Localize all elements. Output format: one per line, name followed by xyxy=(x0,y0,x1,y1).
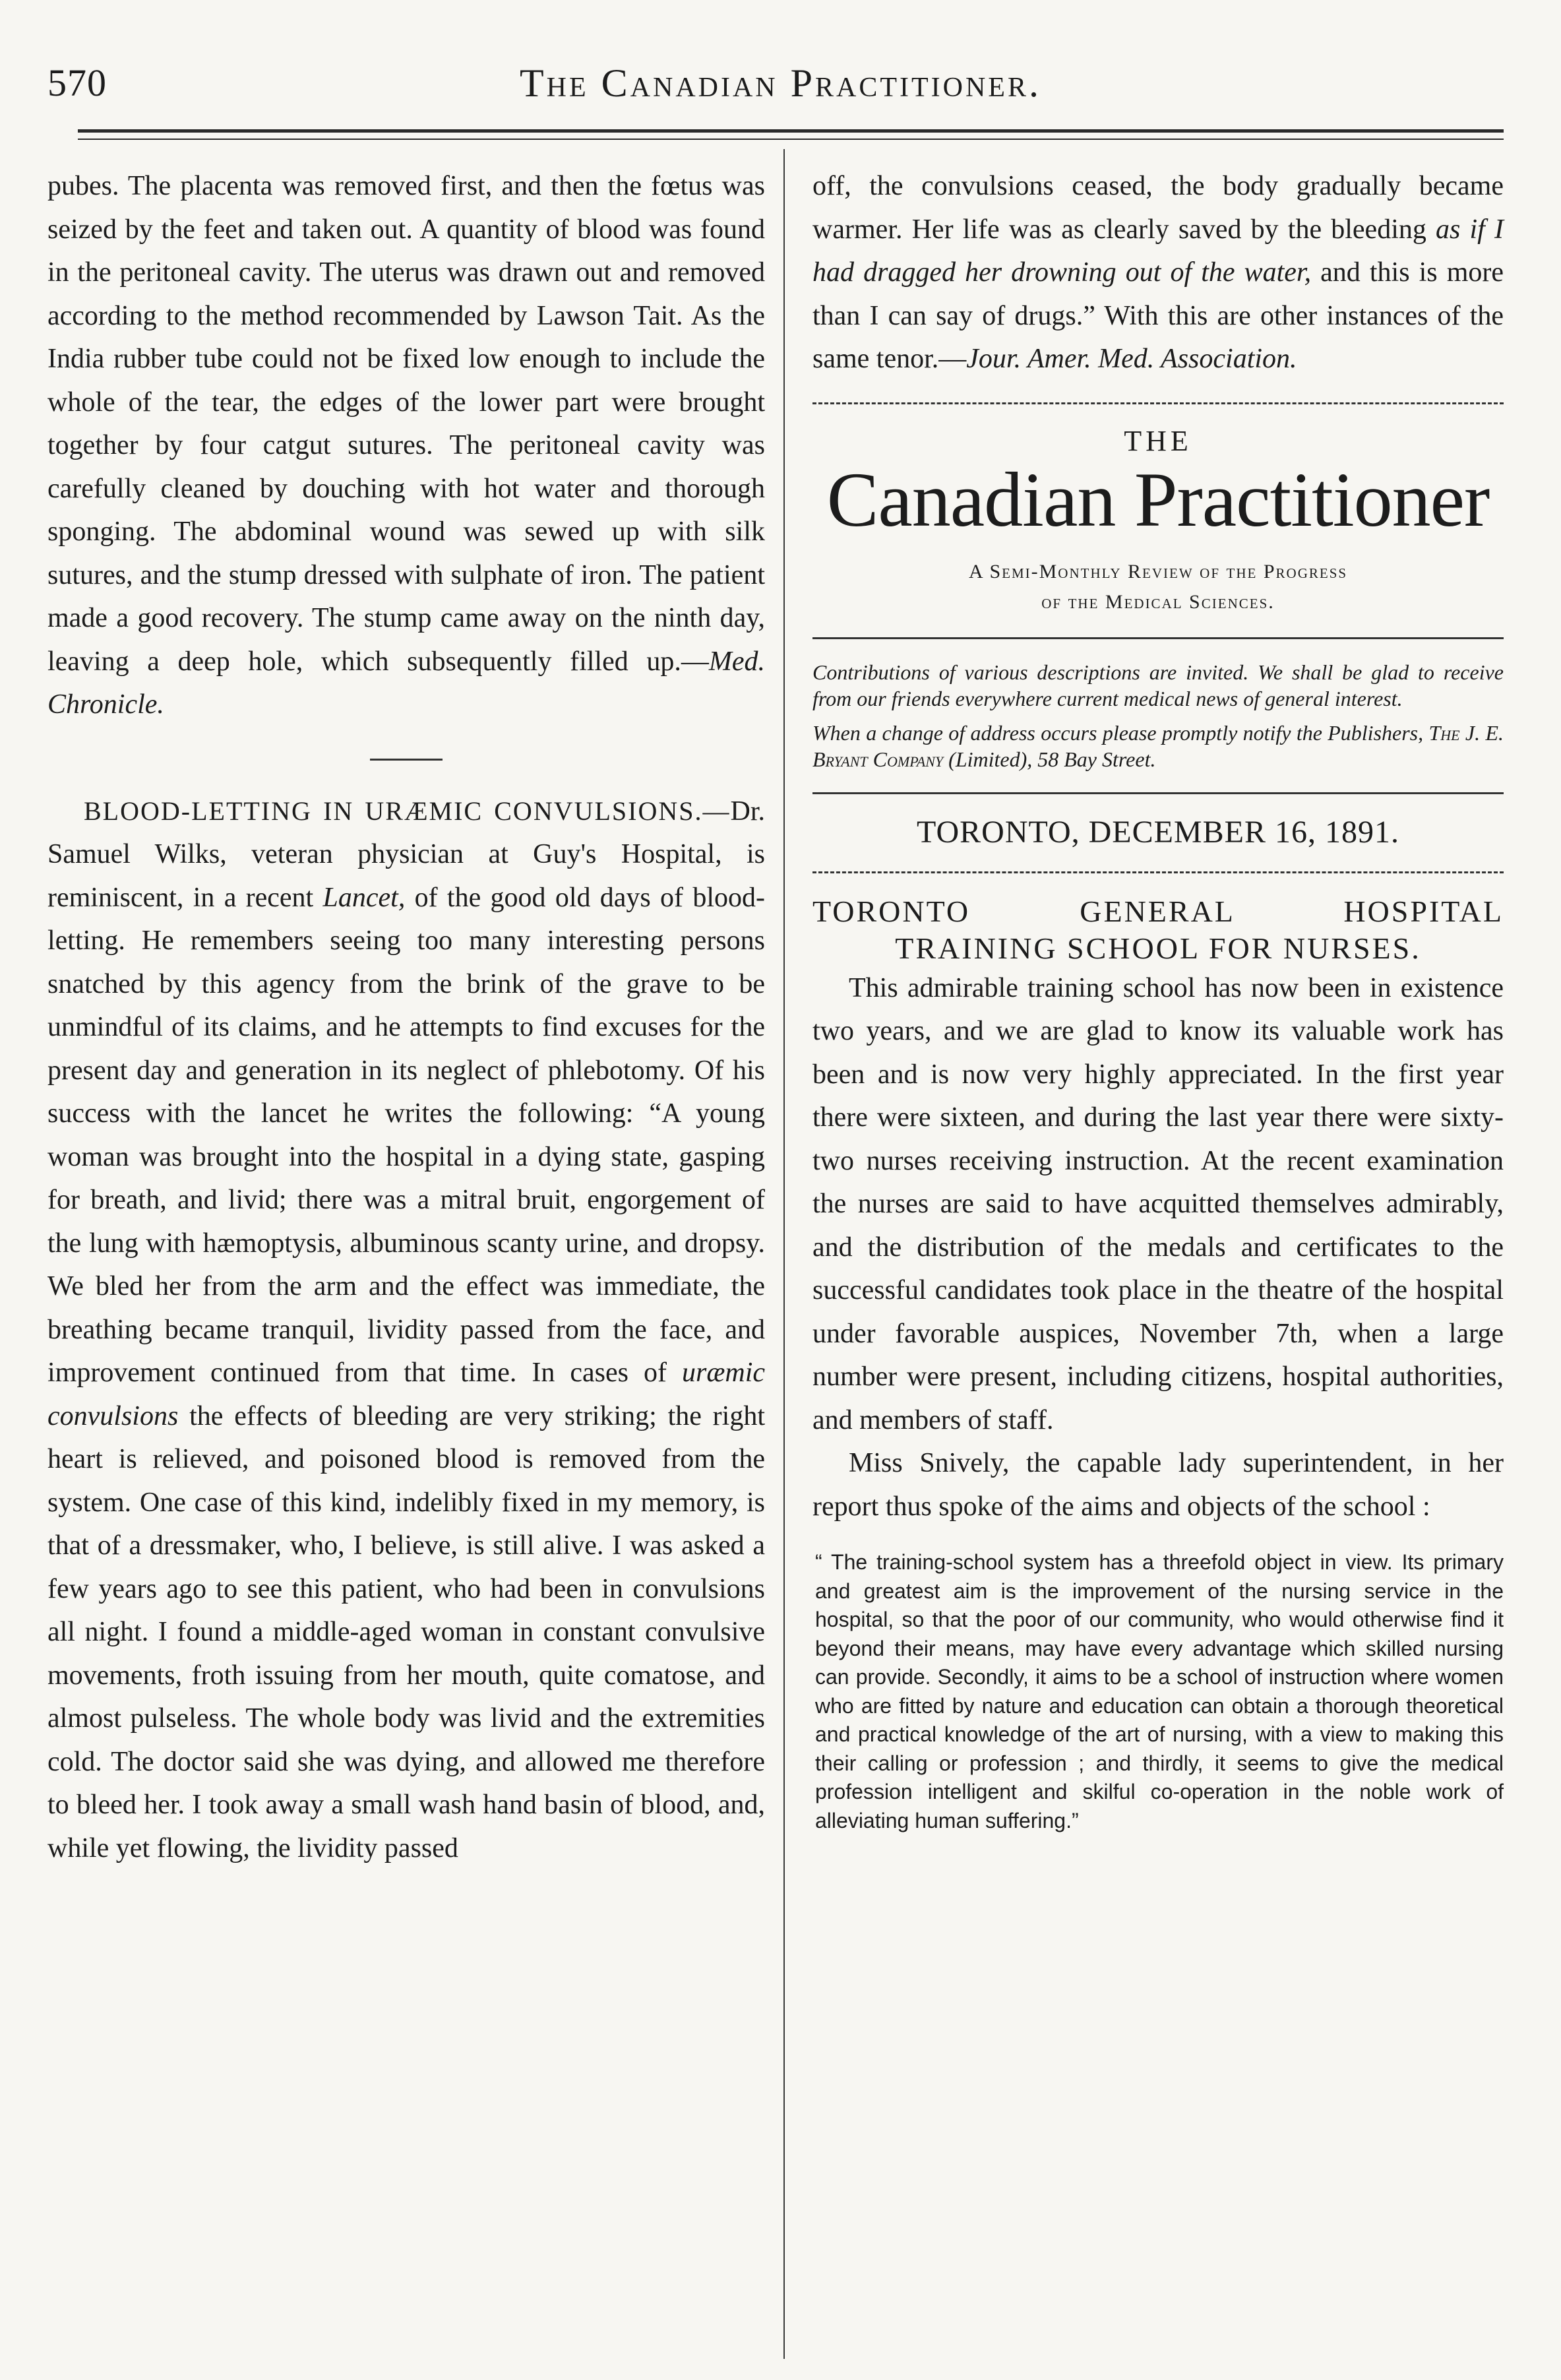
article-title: TORONTO GENERAL HOSPITAL TRAINING SCHOOL FOR NURSES. xyxy=(812,894,1504,965)
article-paragraph-1: This admirable training school has now been in existence two years, and we are glad to know its valuable work has been and is now very highly appreciated. In the first year there were sixteen, and during the last year there were sixty-two nurses receiving instruction. At the recent examination the nurses are said to have acquitted themselves admirably, and the distribution of the medals and certificates to the successful candidates took place in the theatre of the hospital under favorable auspices, November 7th, when a large number were present, including citizens, hospital authorities, and members of staff. xyxy=(812,972,1504,1435)
header-rule xyxy=(78,129,1504,133)
running-head xyxy=(0,0,1561,125)
header-rule-thin xyxy=(78,139,1504,140)
paragraph-continued: off, the convulsions ceased, the body gradually became warmer. Her life was as clearly saved by the bleeding as if I had dragged her drowning out of the water, and this is more than I can say of drugs.” With this are other instances of the same tenor.—Jour. Amer. Med. Association. xyxy=(812,171,1504,374)
notice-rule xyxy=(812,792,1504,794)
masthead-rule-bottom xyxy=(812,637,1504,639)
page-number: 570 xyxy=(47,61,107,104)
masthead-title: Canadian Practitioner xyxy=(826,456,1490,543)
section-heading: BLOOD-LETTING IN URÆMIC CONVULSIONS.— xyxy=(84,796,731,826)
paragraph-placenta: pubes. The placenta was removed first, and then the fœtus was seized by the feet and taken out. A quantity of blood was found in the peritoneal cavity. The uterus was drawn out and removed according to the method recommended by Lawson Tait. As the India rubber tube could not be fixed low enough to include the whole of the tear, the edges of the lower part were brought together by four catgut sutures. The peritoneal cavity was carefully cleaned by douching with hot water and thorough sponging. The abdominal wound was sewed up with silk sutures, and the stump dressed with sulphate of iron. The patient made a good recovery. The stump came away on the ninth day, leaving a deep hole, which subsequently filled up.—Med. Chronicle. xyxy=(47,171,765,720)
dateline-rule xyxy=(812,871,1504,873)
column-divider xyxy=(783,149,785,2359)
source-med-chronicle: Med. Chronicle. xyxy=(47,646,765,720)
dateline: TORONTO, DECEMBER 16, 1891. xyxy=(917,814,1399,850)
masthead-the: THE xyxy=(1124,424,1192,457)
right-column xyxy=(812,165,1504,1835)
notice-address: When a change of address occurs please promptly notify the Publishers, The J. E. Bryant Company (Limited), 58 Bay Street. xyxy=(812,720,1504,771)
journal-title: The Canadian Practitioner. xyxy=(520,61,1041,105)
section-separator xyxy=(370,759,443,761)
paragraph-blood-letting: BLOOD-LETTING IN URÆMIC CONVULSIONS.—Dr. Samuel Wilks, veteran physician at Guy's Hospital, is reminiscent, in a recent Lancet, of the good old days of blood-letting. He remembers seeing too many interesting persons snatched by this agency from the brink of the grave to be unmindful of its claims, and he attempts to find excuses for the present day and generation in its neglect of phlebotomy. Of his success with the lancet he writes the following: “A young woman was brought into the hospital in a dying state, gasping for breath, and livid; there was a mitral bruit, engorgement of the lung with hæmoptysis, albuminous scanty urine, and dropsy. We bled her from the arm and the effect was immediate, the breathing became tranquil, lividity passed from the face, and improvement continued from that time. In cases of uræmic convulsions the effects of bleeding are very striking; the right heart is relieved, and poisoned blood is removed from the system. One case of this kind, indelibly fixed in my memory, is that of a dressmaker, who, I believe, is still alive. I was asked a few years ago to see this patient, who had been in convulsions all night. I found a middle-aged woman in constant convulsive movements, froth issuing from her mouth, quite comatose, and almost pulseless. The whole body was livid and the extremities cold. The doctor said she was dying, and allowed me therefore to bleed her. I took away a small wash hand basin of blood, and, while yet flowing, the lividity passed xyxy=(47,796,765,1863)
masthead-rule-top xyxy=(812,402,1504,404)
notice-contributions: Contributions of various descriptions are invited. We shall be glad to receive from our friends everywhere current medical news of general interest. xyxy=(812,660,1504,710)
block-quote: “ The training-school system has a threefold object in view. Its primary and greatest aim is the improvement of the nursing service in the hospital, so that the poor of our community, who would otherwise find it beyond their means, may have every advantage which skilled nursing can provide. Secondly, it aims to be a school of instruction where women who are fitted by nature and education can obtain a thorough theoretical and practical knowledge of the art of nursing, with a view to making this their calling or profession ; and thirdly, it seems to give the medical profession intelligent and skilful co-operation in the noble work of alleviating human suffering.” xyxy=(815,1550,1504,1832)
article-paragraph-2: Miss Snively, the capable lady superintendent, in her report thus spoke of the aims and objects of the school : xyxy=(812,1448,1504,1522)
source-jour-amer-med: Jour. Amer. Med. Association. xyxy=(966,344,1297,374)
left-column xyxy=(47,165,765,1870)
masthead-subtitle: A Semi-Monthly Review of the Progress of the Medical Sciences. xyxy=(968,560,1348,613)
